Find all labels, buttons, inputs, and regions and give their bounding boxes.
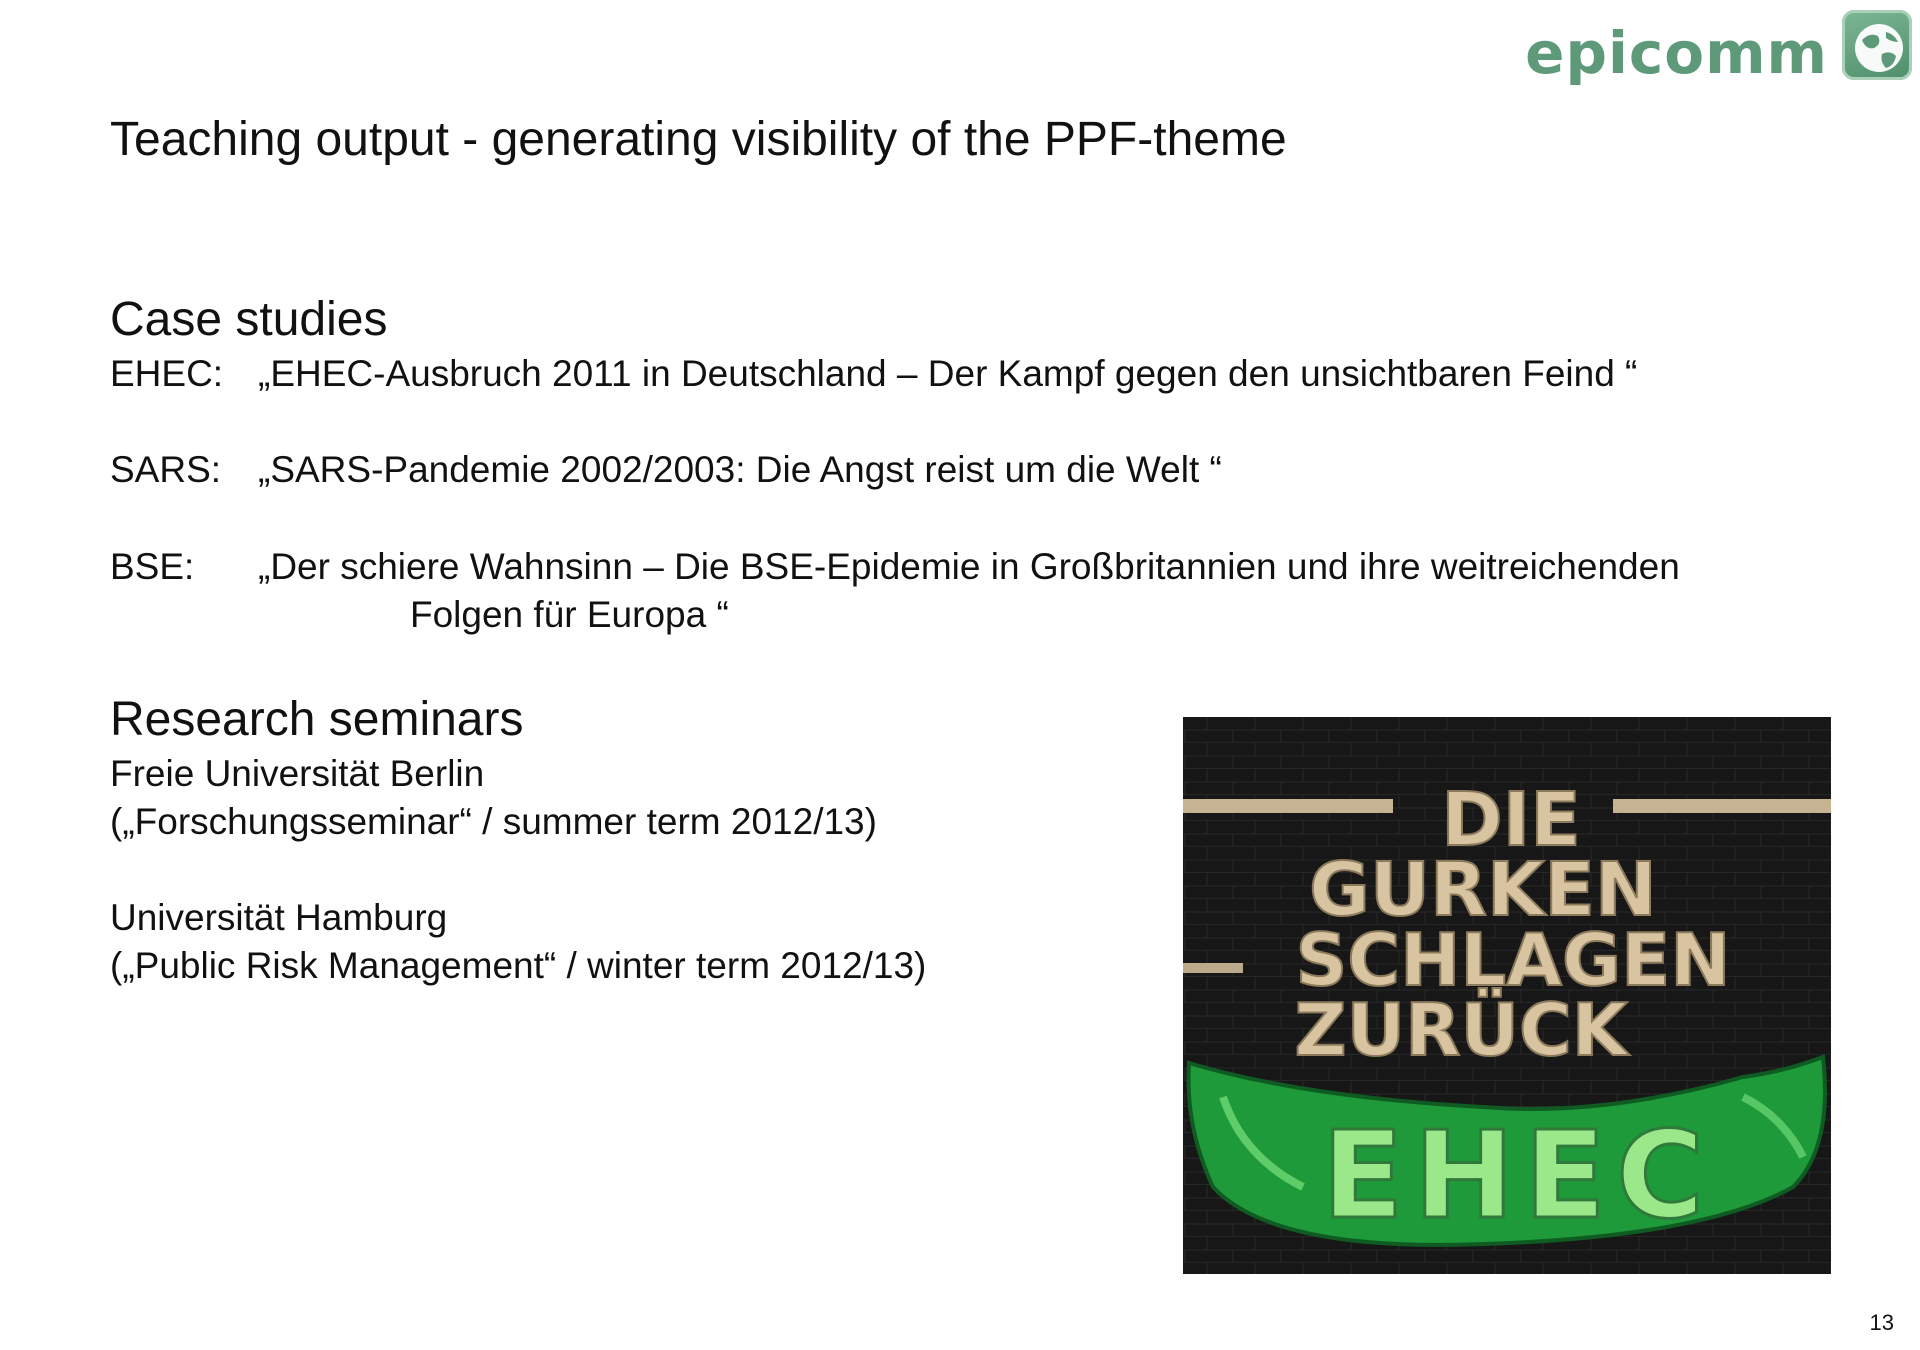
brand [1520, 10, 1920, 90]
graffiti-line-2: GURKEN [1309, 847, 1657, 933]
case-title-bse: „Der schiere Wahnsinn – Die BSE-Epidemie in Großbritannien und ihre weitreichenden [258, 546, 1680, 587]
case-label-sars: SARS: [110, 449, 222, 490]
case-title-bse-continued: Folgen für Europa “ [410, 594, 729, 635]
epicomm-globe-logo-icon [1842, 10, 1912, 80]
graffiti-line-1: DIE [1441, 777, 1581, 863]
case-label-ehec: EHEC: [110, 353, 224, 394]
seminar-detail-hamburg: („Public Risk Management“ / winter term 2012/13) [110, 945, 927, 986]
seminar-detail-fu-berlin: („Forschungsseminar“ / summer term 2012/13) [110, 801, 877, 842]
case-title-ehec: „EHEC-Ausbruch 2011 in Deutschland – Der Kampf gegen den unsichtbaren Feind “ [258, 353, 1638, 394]
graffiti-photo [1183, 717, 1831, 1274]
research-seminars-heading: Research seminars [110, 693, 524, 746]
slide-title: Teaching output - generating visibility of the PPF-theme [110, 113, 1287, 166]
case-label-bse: BSE: [110, 546, 195, 587]
case-studies-heading: Case studies [110, 293, 388, 346]
graffiti-line-4: ZURÜCK [1294, 988, 1628, 1072]
graffiti-line-3: SCHLAGEN [1295, 918, 1731, 1002]
seminar-institution-hamburg: Universität Hamburg [110, 897, 448, 938]
page-number: 13 [1869, 1310, 1894, 1335]
cucumber-text: EHEC [1321, 1107, 1715, 1246]
case-title-sars: „SARS-Pandemie 2002/2003: Die Angst reist um die Welt “ [258, 449, 1222, 490]
seminar-institution-fu-berlin: Freie Universität Berlin [110, 753, 485, 794]
brand-name: epicomm [1525, 19, 1828, 87]
